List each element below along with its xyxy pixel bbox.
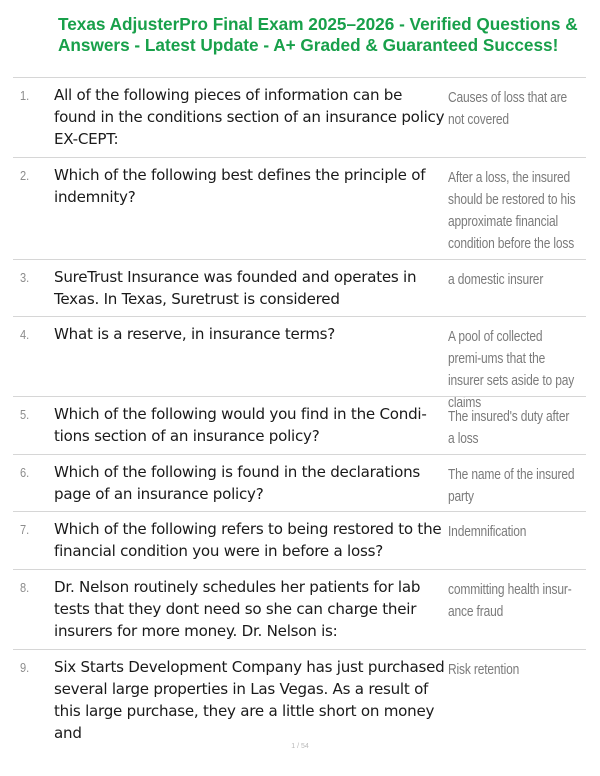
question-text: Which of the following would you find in the Condi-tions section of an insurance policy? — [54, 405, 427, 445]
question-text: Which of the following best defines the principle of indemnity? — [54, 166, 426, 206]
list-item — [13, 316, 586, 411]
list-item — [13, 649, 586, 742]
list-item — [13, 511, 586, 569]
question-text: All of the following pieces of information can be found in the conditions section of an insurance policy EX-CEPT: — [54, 86, 445, 148]
list-item — [13, 396, 586, 454]
answer-text: After a loss, the insured should be restored to his approximate financial condition before the loss — [448, 169, 576, 252]
answer-text: committing health insur-ance fraud — [448, 581, 572, 620]
item-number: 3. — [20, 270, 30, 285]
document-title: Texas AdjusterPro Final Exam 2025–2026 - Verified Questions & Answers - Latest Update - A+ Graded & Guaranteed Success! — [58, 14, 578, 55]
page-number: 1 / 54 — [291, 743, 309, 750]
item-number: 8. — [20, 580, 30, 595]
item-number: 5. — [20, 407, 30, 422]
item-number: 4. — [20, 327, 30, 342]
question-text: What is a reserve, in insurance terms? — [54, 325, 336, 343]
item-number: 7. — [20, 522, 30, 537]
answer-text: The name of the insured party — [448, 466, 575, 505]
item-number: 6. — [20, 465, 30, 480]
question-text: Dr. Nelson routinely schedules her patients for lab tests that they dont need so she can charge their insurers for more money. Dr. Nelson is: — [54, 578, 421, 640]
list-item — [13, 77, 586, 157]
answer-text: The insured's duty after a loss — [448, 408, 570, 447]
list-item — [13, 157, 586, 259]
list-item — [13, 569, 586, 649]
question-text: SureTrust Insurance was founded and operates in Texas. In Texas, Suretrust is considered — [54, 268, 417, 308]
answer-text: a domestic insurer — [448, 271, 544, 288]
answer-text: A pool of collected premi-ums that the insurer sets aside to pay claims — [448, 328, 575, 411]
answer-text: Risk retention — [448, 661, 520, 678]
qa-list — [13, 77, 586, 742]
item-number: 2. — [20, 168, 30, 183]
answer-text: Indemnification — [448, 523, 527, 540]
answer-text: Causes of loss that are not covered — [448, 89, 568, 128]
item-number: 1. — [20, 88, 30, 103]
question-text: Which of the following refers to being restored to the financial condition you were in before a loss? — [54, 520, 442, 560]
item-number: 9. — [20, 660, 30, 675]
question-text: Which of the following is found in the declarations page of an insurance policy? — [54, 463, 421, 503]
list-item — [13, 259, 586, 316]
question-text: Six Starts Development Company has just purchased several large properties in Las Vegas. As a result of this large purchase, they are a little short on money and — [54, 658, 445, 742]
list-item — [13, 454, 586, 511]
